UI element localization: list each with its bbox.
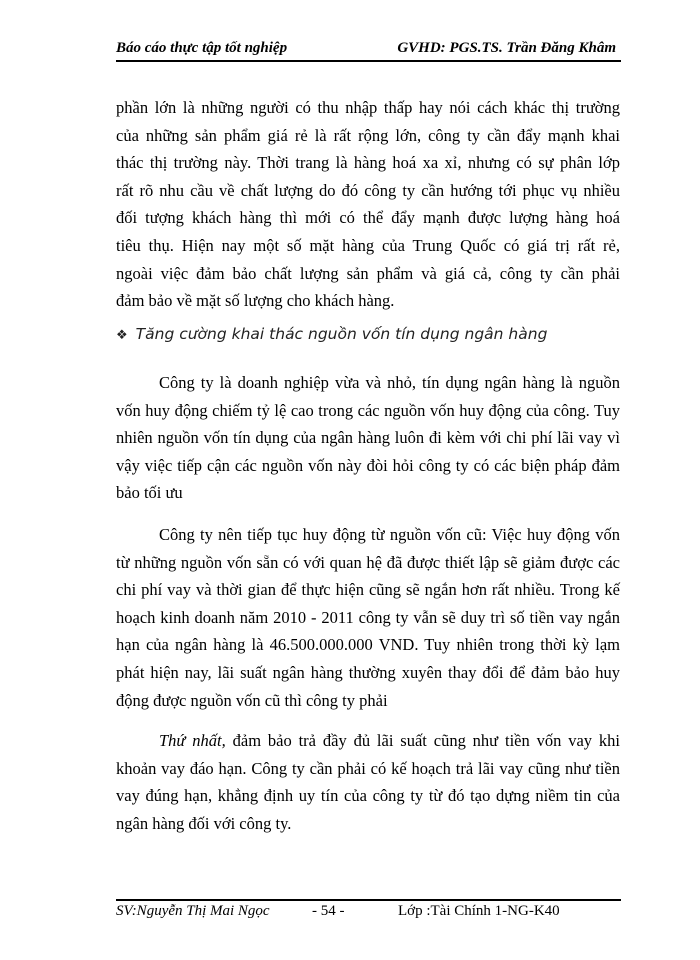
four-diamonds-bullet-icon: ❖ bbox=[116, 328, 128, 343]
text-line: của những sản phẩm giá rẻ là rất rộng lớn, công ty cần đẩy mạnh khai bbox=[116, 125, 620, 145]
text-line: Công ty nên tiếp tục huy động từ nguồn vốn cũ: Việc huy động vốn bbox=[159, 525, 620, 544]
footer-class: Lớp :Tài Chính 1-NG-K40 bbox=[398, 903, 560, 919]
text-line: từ những nguồn vốn sẵn có với quan hệ đã được thiết lập sẽ giảm được các bbox=[116, 552, 620, 572]
text-line: vay đúng hạn, khẳng định uy tín của công ty từ đó tạo dựng niềm tin của bbox=[116, 786, 620, 806]
text-line: hoạch kinh doanh năm 2010 - 2011 công ty vẫn sẽ duy trì số tiền vay ngắn bbox=[116, 607, 620, 627]
text-line: phần lớn là những người có thu nhập thấp hay nói cách khác thị trường bbox=[116, 98, 620, 117]
text-line: đối tượng khách hàng thì mới có thể đẩy mạnh được lượng hàng hoá bbox=[116, 208, 620, 228]
text-line: đảm bảo về mặt số lượng cho khách hàng. bbox=[116, 291, 395, 311]
text-line: chi phí vay và thời gian để thực hiện cũng sẽ ngắn hơn rất nhiều. Trong kế bbox=[116, 580, 620, 600]
text-line: nhiên nguồn vốn tín dụng của ngân hàng luôn đi kèm với chi phí lãi vay vì bbox=[116, 428, 620, 448]
text-line: hạn của ngân hàng là 46.500.000.000 VND. Tuy nhiên trong thời kỳ lạm bbox=[116, 635, 620, 655]
text-line: vốn huy động chiếm tỷ lệ cao trong các nguồn vốn huy động của công. Tuy bbox=[116, 400, 620, 420]
text-span: đảm bảo trả đầy đủ lãi suất cũng như tiền vốn vay khi bbox=[225, 731, 620, 750]
footer-student: SV:Nguyễn Thị Mai Ngọc bbox=[116, 903, 270, 919]
paragraph-3 bbox=[116, 521, 620, 714]
paragraph-2 bbox=[116, 369, 620, 507]
text-line: ngân hàng đối với công ty. bbox=[116, 813, 292, 833]
header-rule bbox=[116, 60, 621, 62]
text-line: thác thị trường này. Thời trang là hàng hoá xa xỉ, nhưng có sự phân lớp bbox=[116, 153, 620, 173]
lead-phrase: Thứ nhất, bbox=[159, 731, 226, 750]
header-report-title: Báo cáo thực tập tốt nghiệp bbox=[116, 40, 288, 56]
text-line: vậy việc tiếp cận các nguồn vốn này đòi hỏi công ty có các biện pháp đảm bbox=[116, 455, 620, 475]
footer-page-number: - 54 - bbox=[312, 903, 345, 919]
header-supervisor: GVHD: PGS.TS. Trần Đăng Khâm bbox=[397, 40, 616, 56]
text-line: ngoài việc đảm bảo chất lượng sản phẩm và giá cả, công ty cần phải bbox=[116, 263, 620, 283]
text-line: phát hiện nay, lãi suất ngân hàng thường xuyên thay đổi để đảm bảo huy bbox=[116, 662, 620, 682]
paragraph-4 bbox=[116, 727, 620, 837]
paragraph-1 bbox=[116, 94, 620, 315]
text-line bbox=[116, 727, 620, 755]
section-heading bbox=[116, 321, 547, 349]
text-line: tiêu thụ. Hiện nay một số mặt hàng của Trung Quốc có giá trị rất rẻ, bbox=[116, 235, 620, 255]
text-line: rất rõ nhu cầu về chất lượng do đó công ty cần hướng tới phục vụ nhiều bbox=[116, 180, 620, 200]
text-line: khoản vay đáo hạn. Công ty cần phải có kế hoạch trả lãi vay cũng như tiền bbox=[116, 758, 620, 778]
footer-rule bbox=[116, 899, 621, 901]
text-line: động được nguồn vốn cũ thì công ty phải bbox=[116, 690, 388, 710]
page-header bbox=[116, 40, 620, 60]
text-line: Công ty là doanh nghiệp vừa và nhỏ, tín dụng ngân hàng là nguồn bbox=[159, 373, 620, 392]
section-heading-text: Tăng cường khai thác nguồn vốn tín dụng ngân hàng bbox=[135, 325, 548, 343]
text-line: bảo tối ưu bbox=[116, 483, 183, 503]
